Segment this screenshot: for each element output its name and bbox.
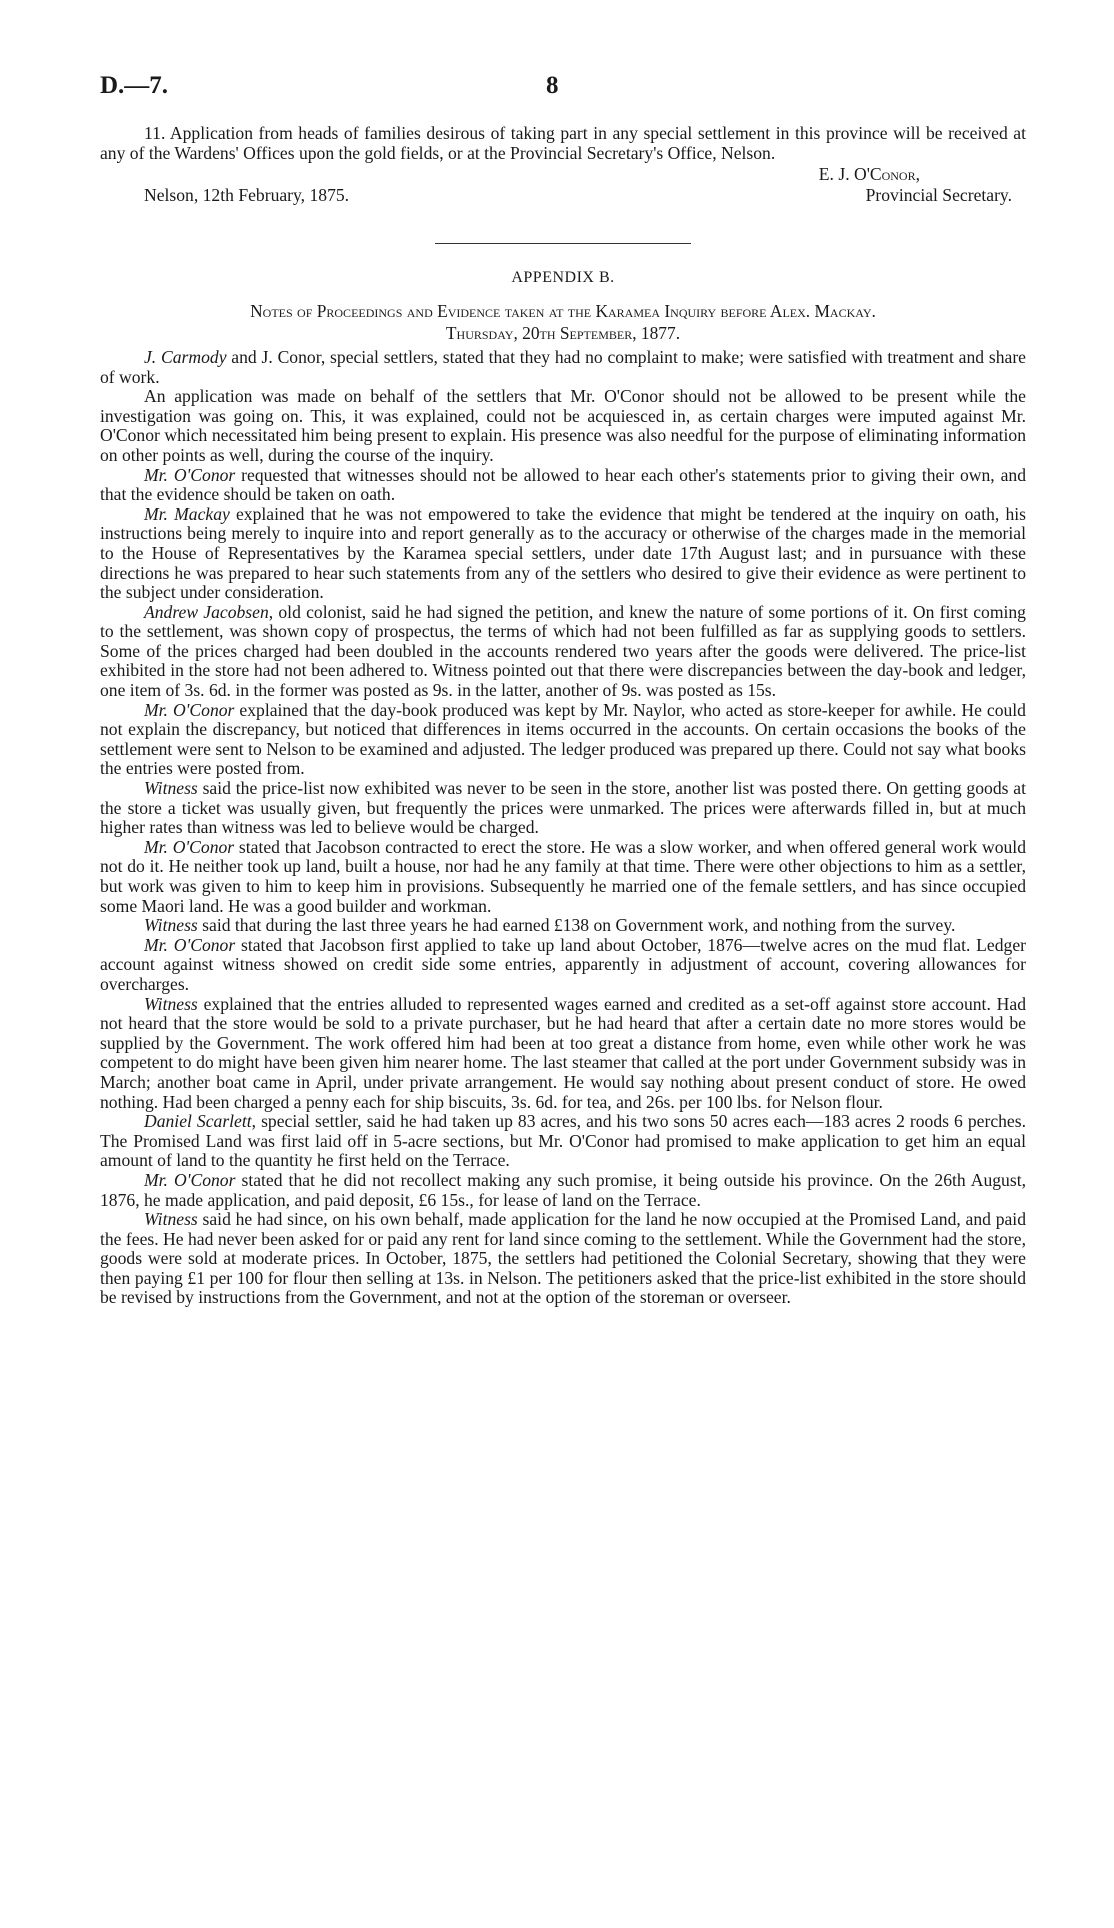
appendix-date: Thursday, 20th September, 1877. [445,323,681,344]
signature-block [100,165,1026,207]
evidence-paragraph [100,603,1026,701]
evidence-paragraph [100,995,1026,1113]
speaker-name: Mr. O'Conor [144,1169,236,1190]
speaker-name: Witness [144,993,198,1014]
speaker-name: Daniel Scarlett [144,1111,252,1132]
paragraph-text: requested that witnesses should not be allowed to hear each other's statements prior to giving their own, and that the evidence should be taken on oath. [100,464,1026,505]
paragraph-text: An application was made on behalf of the settlers that Mr. O'Conor should not be allowed to be present while the investigation was going on. This, it was explained, could not be acquiesced in, as certain charges were imputed against Mr. O'Conor which necessitated him being present to explain. His presence was also needful for the purpose of eliminating information on other points as well, during the course of the inquiry. [100,386,1026,465]
signatory-name: E. J. O'Conor, [818,164,920,185]
paragraph-text: stated that he did not recollect making any such promise, it being outside his province. On the 26th August, 1876, he made application, and paid deposit, £6 15s., for lease of land on the Terrace. [100,1169,1026,1210]
paragraph-text: explained that the day-book produced was kept by Mr. Naylor, who acted as store-keeper for awhile. He could not explain the discrepancy, but noticed that differences in items occurred in the accounts. On certain occasions the books of the settlement were sent to Nelson to be examined and adjusted. The ledger produced was prepared up there. Could not say what books the entries were posted from. [100,699,1026,779]
evidence-paragraph [100,387,1026,465]
speaker-name: Mr. O'Conor [144,699,235,720]
evidence-paragraph [100,1112,1026,1171]
paragraph-text: explained that the entries alluded to represented wages earned and credited as a set-off against store account. Had not heard that the store would be sold to a private purchaser, but he had heard that after a certain date no more stores would be supplied by the Government. The work offered him had been at too great a distance from home, even while other work he was competent to do might have been given him nearer home. The last steamer that called at the port under Government subsidy was in March; another boat came in April, under private arrangement. He would say nothing about present conduct of store. He owed nothing. Had been charged a penny each for ship biscuits, 3s. 6d. for tea, and 26s. per 100 lbs. for Nelson flour. [100,993,1026,1112]
section-divider [435,243,691,244]
speaker-name: Mr. O'Conor [144,464,236,485]
paragraph-text: stated that Jacobson contracted to erect the store. He was a slow worker, and when offered general work would not do it. He neither took up land, built a house, nor had he any family at that time. There were other objections to him as a settler, but work was given to him to keep him in provisions. Subsequently he married one of the female settlers, and has since occupied some Maori land. He was a good builder and workman. [100,836,1026,916]
paragraph-text: , special settler, said he had taken up 83 acres, and his two sons 50 acres each—183 acres 2 roods 6 perches. The Promised Land was first laid off in 5-acre sections, but Mr. O'Conor had promised to make application to get him an equal amount of land to the quantity he first held on the Terrace. [100,1111,1026,1171]
evidence-paragraph [100,466,1026,505]
place-and-date: Nelson, 12th February, 1875. [144,185,350,206]
speaker-name: Mr. O'Conor [144,836,235,857]
appendix-label: APPENDIX B. [511,269,615,287]
speaker-name: Andrew Jacobsen [144,601,269,622]
page-content [100,124,1026,1308]
evidence-paragraph [100,1210,1026,1308]
evidence-paragraph [100,916,1026,936]
speaker-name: Witness [144,778,198,799]
paragraph-text: , old colonist, said he had signed the petition, and knew the nature of some portions of it. On first coming to the settlement, was shown copy of prospectus, the terms of which had not been fulfilled as far as supplying goods to settlers. Some of the prices charged had been doubled in the accounts rendered two years after the goods were delivered. The price-list exhibited in the store had not been adhered to. Witness pointed out that there were discrepancies between the day-book and ledger, one item of 3s. 6d. in the former was posted as 9s. in the latter, another of 9s. was posted as 15s. [100,601,1026,701]
evidence-paragraph [100,1171,1026,1210]
speaker-name: J. Carmody [144,346,227,367]
speaker-name: Witness [144,915,198,936]
evidence-paragraph [100,348,1026,387]
paragraph-text: said that during the last three years he had earned £138 on Government work, and nothing from the survey. [197,915,956,936]
evidence-paragraph [100,936,1026,995]
appendix-heading: Notes of Proceedings and Evidence taken at the Karamea Inquiry before Alex. Mackay. [250,300,876,321]
paragraph-text: said the price-list now exhibited was never to be seen in the store, another list was posted there. On getting goods at the store a ticket was usually given, but frequently the prices were unmarked. The prices were afterwards filled in, but at much higher rates than witness was led to believe would be charged. [100,778,1026,838]
evidence-paragraphs [100,348,1026,1308]
paragraph-text: stated that Jacobson first applied to take up land about October, 1876—twelve acres on the mud flat. Ledger account against witness showed on credit side some entries, apparently in adjustment of account, covering allowances for overcharges. [100,934,1026,994]
evidence-paragraph [100,701,1026,779]
evidence-paragraph [100,838,1026,916]
speaker-name: Mr. Mackay [144,503,230,524]
speaker-name: Witness [144,1209,198,1230]
paragraph-text: said he had since, on his own behalf, made application for the land he now occupied at the Promised Land, and paid the fees. He had never been asked for or paid any rent for land since coming to the settlement. While the Government had the store, goods were sold at moderate prices. In October, 1875, the settlers had petitioned the Colonial Secretary, showing that they were then paying £1 per 100 for flour then selling at 13s. in Nelson. The petitioners asked that the price-list exhibited in the store should be revised by instructions from the Government, and not at the option of the storeman or overseer. [100,1209,1026,1308]
evidence-paragraph [100,505,1026,603]
page-number: 8 [546,72,559,99]
speaker-name: Mr. O'Conor [144,934,236,955]
paragraph-11: 11. Application from heads of families desirous of taking part in any special settlement in this province will be received at any of the Wardens' Offices upon the gold fields, or at the Provincial Secretary's Office, Nelson. [100,123,1026,163]
paragraph-text: explained that he was not empowered to take the evidence that might be tendered at the inquiry on oath, his instructions being merely to inquire into and report generally as to the accuracy or otherwise of the charges made in the memorial to the House of Representatives by the Karamea special settlers, under date 17th August last; and in pursuance with these directions he was prepared to hear such statements from any of the settlers who desired to give their evidence as were pertinent to the subject under consideration. [100,503,1026,603]
signatory-title: Provincial Secretary. [865,185,1012,206]
paragraph-text: and J. Conor, special settlers, stated that they had no complaint to make; were satisfied with treatment and share of work. [100,346,1026,387]
document-code: D.—7. [100,72,169,99]
evidence-paragraph [100,779,1026,838]
